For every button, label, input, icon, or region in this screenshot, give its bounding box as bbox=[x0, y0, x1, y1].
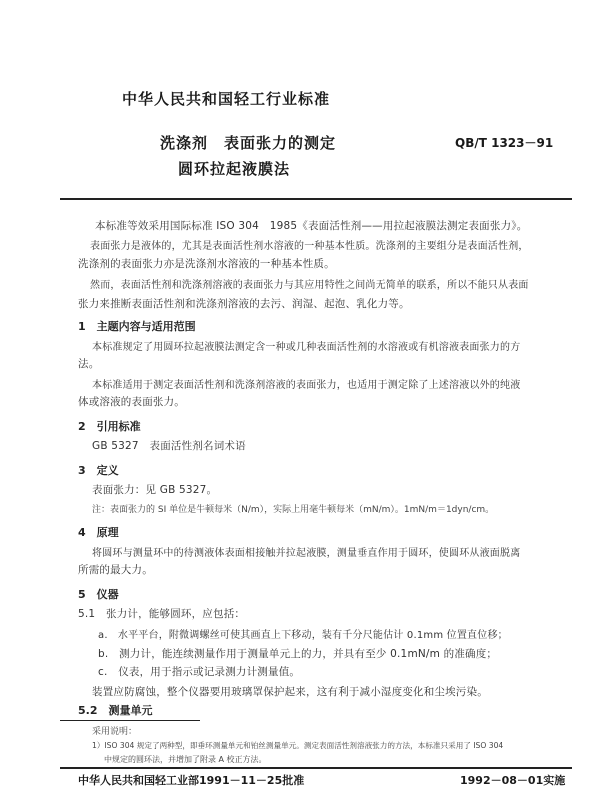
section-5-protection: 装置应防腐蚀，整个仪器要用玻璃罩保护起来，这有利于减小湿度变化和尘埃污染。 bbox=[92, 686, 488, 698]
section-4-para1a: 将圆环与测量环中的待测液体表面相接触并拉起液膜，测量垂直作用于圆环，使圆环从液面脱离 bbox=[92, 548, 521, 559]
header-rule bbox=[60, 198, 572, 200]
standard-code: QB/T 1323－91 bbox=[455, 136, 554, 150]
section-5-1: 5.1 张力计，能够圆环，应包括： bbox=[78, 608, 246, 620]
footnote-line-1: 1）ISO 304 规定了两种型，即垂环测量单元和铂丝测量单元。测定表面活性剂溶液张力的方法，本标准只采用了 ISO 304 bbox=[92, 741, 504, 750]
effective-date: 1992－08－01实施 bbox=[460, 774, 566, 787]
section-5-item-b: b. 测力计，能连续测量作用于测量单元上的力，并具有至少 0.1mN/m 的准确度； bbox=[98, 648, 498, 660]
section-4-title: 4 原理 bbox=[78, 526, 119, 539]
section-1-para1a: 本标准规定了用圆环拉起液膜法测定含一种或几种表面活性剂的水溶液或有机溶液表面张力的方 bbox=[92, 342, 521, 353]
section-1-para2a: 本标准适用于测定表面活性剂和洗涤剂溶液的表面张力，也适用于测定除了上述溶液以外的纯液 bbox=[92, 380, 521, 391]
intro-line-2: 表面张力是液体的，尤其是表面活性剂水溶液的一种基本性质。洗涤剂的主要组分是表面活性剂， bbox=[90, 241, 529, 252]
section-5-2: 5.2 测量单元 bbox=[78, 704, 153, 717]
intro-line-5: 张力来推断表面活性剂和洗涤剂溶液的去污、润湿、起泡、乳化力等。 bbox=[78, 298, 410, 310]
footnote-label: 采用说明： bbox=[92, 727, 138, 737]
section-3-definition: 表面张力：见 GB 5327。 bbox=[92, 484, 218, 496]
section-2-reference: GB 5327 表面活性剂名词术语 bbox=[92, 440, 246, 452]
approval-date: 中华人民共和国轻工业部1991－11－25批准 bbox=[78, 774, 305, 787]
footnote-line-2: 中规定的圆环法，并增加了附录 A 校正方法。 bbox=[104, 755, 267, 764]
footnote-rule bbox=[60, 720, 200, 721]
section-5-item-a: a. 水平平台，附微调螺丝可使其画直上下移动，装有千分尺能估计 0.1mm 位置直位移； bbox=[98, 630, 508, 641]
intro-line-3: 洗涤剂的表面张力亦是洗涤剂水溶液的一种基本性质。 bbox=[78, 258, 335, 270]
document-title-line2: 圆环拉起液膜法 bbox=[178, 160, 291, 178]
footer-rule bbox=[60, 767, 572, 769]
industry-standard-heading: 中华人民共和国轻工行业标准 bbox=[122, 90, 331, 108]
section-1-para2b: 体或溶液的表面张力。 bbox=[78, 396, 185, 408]
section-4-para1b: 所需的最大力。 bbox=[78, 564, 153, 576]
document-title-line1: 洗涤剂 表面张力的测定 bbox=[160, 134, 337, 152]
section-2-title: 2 引用标准 bbox=[78, 420, 141, 433]
section-3-title: 3 定义 bbox=[78, 464, 119, 477]
section-5-title: 5 仪器 bbox=[78, 588, 119, 601]
intro-line-4: 然而，表面活性剂和洗涤剂溶液的表面张力与其应用特性之间尚无简单的联系，所以不能只从表面 bbox=[90, 280, 529, 291]
section-3-note: 注：表面张力的 SI 单位是牛顿每米（N/m），实际上用毫牛顿每米（mN/m）。1mN/m＝1dyn/cm。 bbox=[92, 505, 495, 515]
section-1-title: 1 主题内容与适用范围 bbox=[78, 320, 196, 333]
section-1-para1b: 法。 bbox=[78, 358, 100, 370]
section-5-item-c: c. 仪表，用于指示或记录测力计测量值。 bbox=[98, 666, 301, 678]
intro-line-1: 本标准等效采用国际标准 ISO 304 1985《表面活性剂——用拉起液膜法测定表面张力》。 bbox=[95, 220, 528, 232]
